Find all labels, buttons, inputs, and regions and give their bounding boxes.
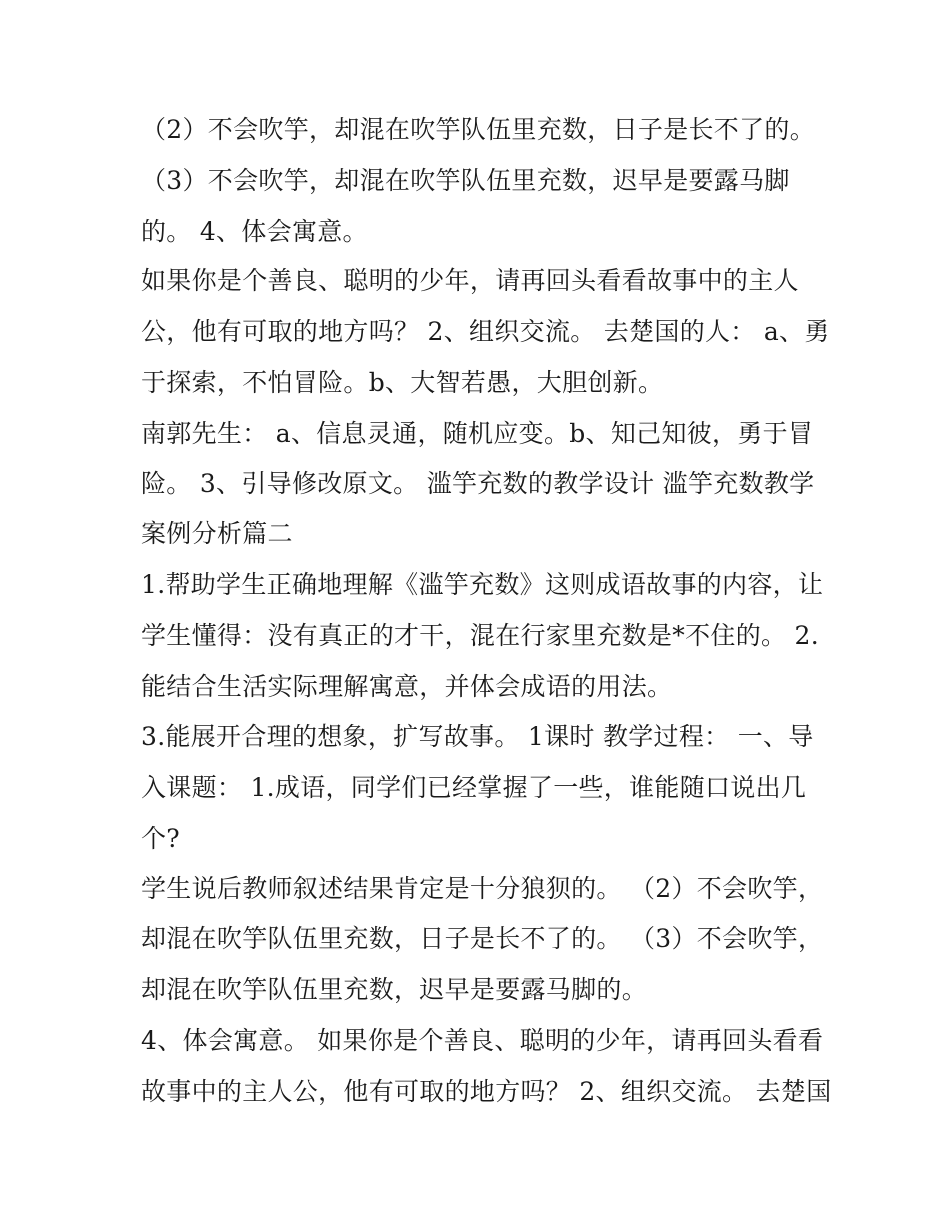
- text-line: 学生懂得：没有真正的才干，混在行家里充数是*不住的。 2.: [141, 621, 820, 650]
- text-line: 个?: [141, 824, 181, 853]
- text-line: 1.帮助学生正确地理解《滥竽充数》这则成语故事的内容，让: [141, 570, 824, 599]
- text-line: 于探索，不怕冒险。b、大智若愚，大胆创新。: [141, 368, 664, 397]
- text-line: 如果你是个善良、聪明的少年，请再回头看看故事中的主人: [141, 266, 799, 295]
- text-line: 公，他有可取的地方吗？ 2、组织交流。 去楚国的人： a、勇: [141, 317, 830, 346]
- text-line: （2）不会吹竽，却混在吹竽队伍里充数，日子是长不了的。: [141, 115, 816, 144]
- text-line: 却混在吹竽队伍里充数，日子是长不了的。 （3）不会吹竽，: [141, 924, 824, 953]
- text-line: 案例分析篇二: [141, 519, 293, 548]
- text-line: 故事中的主人公，他有可取的地方吗？ 2、组织交流。 去楚国: [141, 1077, 832, 1106]
- text-line: 4、体会寓意。 如果你是个善良、聪明的少年，请再回头看看: [141, 1026, 824, 1055]
- text-line: 3.能展开合理的想象，扩写故事。 1课时 教学过程： 一、导: [141, 722, 814, 751]
- text-line: 能结合生活实际理解寓意，并体会成语的用法。: [141, 672, 673, 701]
- text-line: 学生说后教师叙述结果肯定是十分狼狈的。 （2）不会吹竽，: [141, 874, 824, 903]
- text-line: 入课题： 1.成语，同学们已经掌握了一些，谁能随口说出几: [141, 773, 807, 802]
- text-line: 却混在吹竽队伍里充数，迟早是要露马脚的。: [141, 975, 648, 1004]
- text-line: 南郭先生： a、信息灵通，随机应变。b、知己知彼，勇于冒: [141, 419, 814, 448]
- text-line: 险。 3、引导修改原文。 滥竽充数的教学设计 滥竽充数教学: [141, 469, 815, 498]
- text-line: 的。 4、体会寓意。: [141, 217, 368, 246]
- text-line: （3）不会吹竽，却混在吹竽队伍里充数，迟早是要露马脚: [141, 166, 790, 195]
